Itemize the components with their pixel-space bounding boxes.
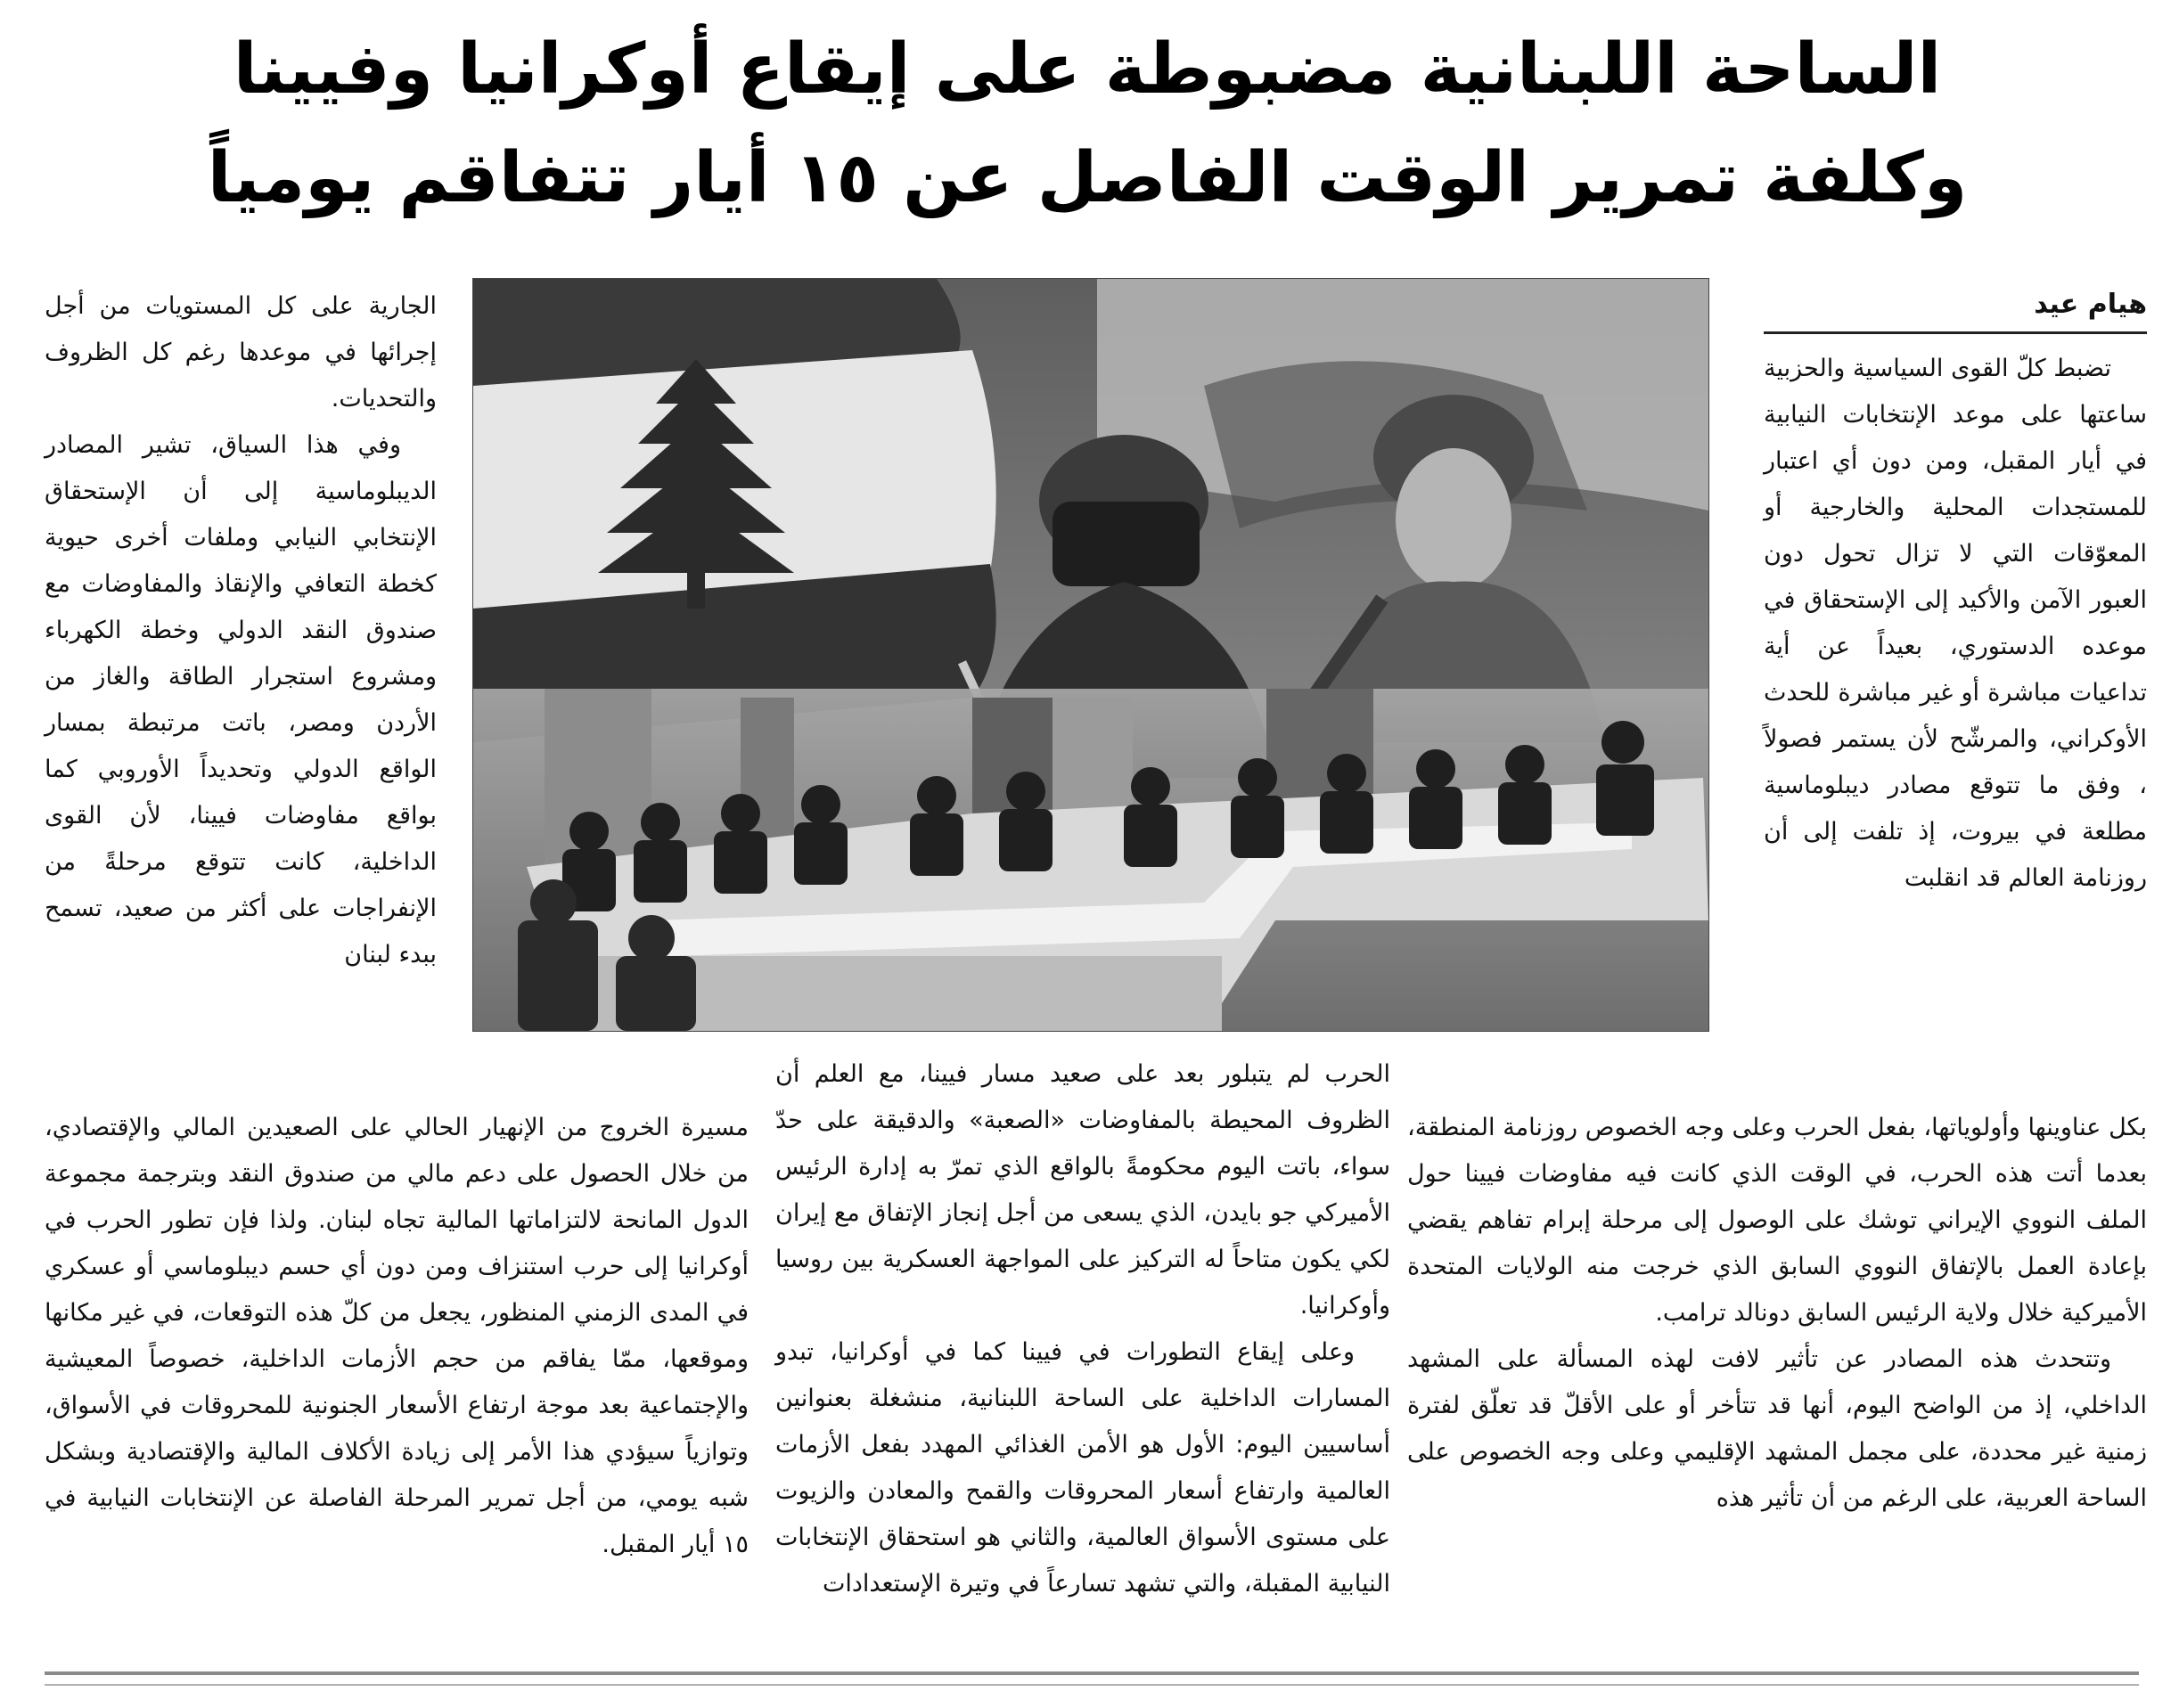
paragraph: وفي هذا السياق، تشير المصادر الديبلوماسية إلى أن الإستحقاق الإنتخابي النيابي وملفات أخرى حيوية كخطة التعافي والإنقاذ والمفاوضات مع صندوق النقد الدولي وخطة الكهرباء ومشروع استجرار الطاقة والغاز من الأردن ومصر، باتت مرتبطة بمسار الواقع الدولي وتحديداً الأوروبي كما بواقع مفاوضات فيينا، لأن القوى الداخلية، كانت تتوقع مرحلةً من الإنفراجات على أكثر من صعيد، تسمح ببدء لبنان: [45, 431, 437, 968]
footer-divider: [45, 1684, 2139, 1686]
paragraph: بكل عناوينها وأولوياتها، بفعل الحرب وعلى وجه الخصوص روزنامة المنطقة، بعدما أتت هذه الحرب، في الوقت الذي كانت فيه مفاوضات فيينا حول الملف النووي الإيراني توشك على الوصول إلى مرحلة إبرام تفاهم يقضي بإعادة العمل بالإتفاق النووي السابق الذي خرجت منه الولايات المتحدة الأميركية خلال ولاية الرئيس السابق دونالد ترامب.: [1407, 1114, 2147, 1327]
headline-line-1: الساحة اللبنانية مضبوطة على إيقاع أوكرانيا وفيينا: [233, 29, 1942, 110]
paragraph: مسيرة الخروج من الإنهيار الحالي على الصعيدين المالي والإقتصادي، من خلال الحصول على دعم مالي من صندوق النقد وبترجمة مجموعة الدول المانحة لالتزاماتها المالية تجاه لبنان. ولذا فإن تطور الحرب في أوكرانيا إلى حرب استنزاف ومن دون أي حسم ديبلوماسي أو عسكري في المدى الزمني المنظور، يجعل من كلّ هذه التوقعات، في غير مكانها وموقعها، ممّا يفاقم من حجم الأزمات الداخلية، خصوصاً المعيشية والإجتماعية بعد موجة ارتفاع الأسعار الجنونية للمحروقات في الأسواق، وتوازياً سيؤدي هذا الأمر إلى زيادة الأكلاف المالية والإقتصادية وبشكل شبه يومي، من أجل تمرير المرحلة الفاصلة عن الإنتخابات النيابية في ١٥ أيار المقبل.: [45, 1114, 749, 1558]
paragraph: الحرب لم يتبلور بعد على صعيد مسار فيينا، مع العلم أن الظروف المحيطة بالمفاوضات «الصعبة» والدقيقة على حدّ سواء، باتت اليوم محكومةً بالواقع الذي تمرّ به إدارة الرئيس الأميركي جو بايدن، الذي يسعى من أجل إنجاز الإتفاق مع إيران لكي يكون متاحاً له التركيز على المواجهة العسكرية بين روسيا وأوكرانيا.: [775, 1060, 1390, 1320]
article-photo: [472, 278, 1709, 1032]
article-column-bottom-left: [45, 1105, 749, 1568]
paragraph: وتتحدث هذه المصادر عن تأثير لافت لهذه المسألة على المشهد الداخلي، إذ من الواضح اليوم، أنها قد تتأخر أو على الأقلّ قد تعلّق لفترة زمنية غير محددة، على مجمل المشهد الإقليمي وعلى وجه الخصوص على الساحة العربية، على الرغم من أن تأثير هذه: [1407, 1345, 2147, 1512]
paragraph: الجارية على كل المستويات من أجل إجرائها في موعدها رغم كل الظروف والتحديات.: [45, 292, 437, 413]
article-column-right-top: [1764, 346, 2147, 902]
footer-divider: [45, 1671, 2139, 1675]
article-column-bottom-right: [1407, 1105, 2147, 1522]
paragraph: وعلى إيقاع التطورات في فيينا كما في أوكرانيا، تبدو المسارات الداخلية على الساحة اللبنانية، منشغلة بعنوانين أساسيين اليوم: الأول هو الأمن الغذائي المهدد بفعل الأزمات العالمية وارتفاع أسعار المحروقات والقمح والمعادن والزيوت على مستوى الأسواق العالمية، والثاني هو استحقاق الإنتخابات النيابية المقبلة، والتي تشهد تسارعاً في وتيرة الإستعدادات: [775, 1338, 1390, 1598]
paragraph: تضبط كلّ القوى السياسية والحزبية ساعتها على موعد الإنتخابات النيابية في أيار المقبل، ومن دون أي اعتبار للمستجدات المحلية والخارجية أو المعوّقات التي لا تزال تحول دون العبور الآمن والأكيد إلى الإستحقاق في موعده الدستوري، بعيداً عن أية تداعيات مباشرة أو غير مباشرة للحدث الأوكراني، والمرشّح لأن يستمر فصولاً ، وفق ما تتوقع مصادر ديبلوماسية مطلعة في بيروت، إذ تلفت إلى أن روزنامة العالم قد انقلبت: [1764, 355, 2147, 892]
byline-divider: [1764, 331, 2147, 334]
byline: هيام عيد: [2034, 289, 2147, 320]
headline-line-2: وكلفة تمرير الوقت الفاصل عن ١٥ أيار تتفاقم يومياً: [207, 138, 1968, 218]
article-column-left-top: [45, 283, 437, 978]
article-column-bottom-middle: [775, 1051, 1390, 1607]
photo-collage-graphic: [473, 279, 1708, 1031]
